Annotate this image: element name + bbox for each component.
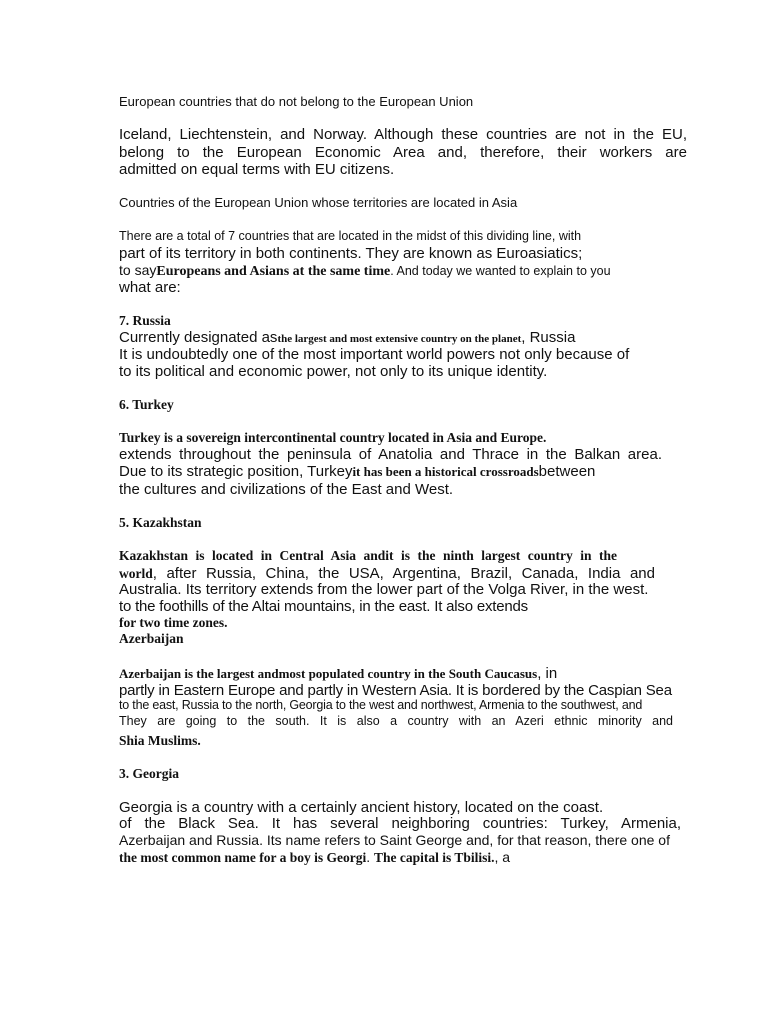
paragraph-line: There are a total of 7 countries that are located in the midst of this dividing line, with	[119, 229, 582, 243]
paragraph-line: Iceland, Liechtenstein, and Norway. Although these countries are not in the EU,	[119, 126, 687, 143]
heading-turkey: 6. Turkey	[119, 397, 174, 412]
text-run: .	[366, 849, 374, 865]
text-run: , Russia	[521, 329, 576, 346]
paragraph-line: admitted on equal terms with EU citizens.	[119, 161, 395, 178]
paragraph-line: Azerbaijan and Russia. Its name refers to Saint George and, for that reason, there one of	[119, 832, 670, 848]
paragraph-line: what are:	[119, 279, 181, 296]
paragraph-line	[119, 464, 595, 479]
text-run: . And today we wanted to explain to you	[390, 264, 611, 278]
text-run: to say	[119, 262, 157, 278]
emphasis-text: Azerbaijan is the largest andmost populated country in the South Caucasus	[119, 666, 538, 681]
paragraph-line: Kazakhstan is located in Central Asia andit is the ninth largest country in the	[119, 548, 617, 563]
section-title: European countries that do not belong to the European Union	[119, 94, 474, 109]
heading-azerbaijan: Azerbaijan	[119, 631, 184, 646]
paragraph-line: to the east, Russia to the north, Georgia to the west and northwest, Armenia to the southwest, and	[119, 698, 643, 712]
paragraph-line: for two time zones.	[119, 615, 228, 630]
paragraph-line: Shia Muslims.	[119, 733, 201, 748]
emphasis-text: the largest and most extensive country on the planet	[277, 333, 522, 345]
paragraph-line: belong to the European Economic Area and, therefore, their workers are	[119, 144, 687, 161]
heading-georgia: 3. Georgia	[119, 766, 179, 781]
text-run: Currently designated as	[119, 329, 278, 346]
paragraph-line	[119, 566, 655, 581]
paragraph-line: partly in Eastern Europe and partly in Western Asia. It is bordered by the Caspian Sea	[119, 682, 672, 699]
text-run: Due to its strategic position, Turkey	[119, 463, 353, 480]
paragraph-line: of the Black Sea. It has several neighboring countries: Turkey, Armenia,	[119, 815, 681, 832]
paragraph-line: It is undoubtedly one of the most important world powers not only because of	[119, 346, 630, 363]
paragraph-line: They are going to the south. It is also a country with an Azeri ethnic minority and	[119, 714, 673, 728]
paragraph-line	[119, 666, 557, 682]
emphasis-text: The capital is Tbilisi.	[374, 850, 495, 865]
text-run: , a	[494, 849, 511, 865]
heading-russia: 7. Russia	[119, 313, 171, 328]
paragraph-line	[119, 850, 510, 866]
paragraph-line: Georgia is a country with a certainly ancient history, located on the coast.	[119, 799, 604, 816]
paragraph-line	[119, 263, 611, 279]
paragraph-line	[119, 330, 575, 345]
section-subtitle: Countries of the European Union whose territories are located in Asia	[119, 195, 518, 210]
emphasis-text: world	[119, 566, 153, 581]
paragraph-line: Turkey is a sovereign intercontinental country located in Asia and Europe.	[119, 430, 547, 445]
heading-kazakhstan: 5. Kazakhstan	[119, 515, 202, 530]
paragraph-line: to its political and economic power, not only to its unique identity.	[119, 363, 548, 380]
text-run: between	[538, 463, 596, 480]
paragraph-line: to the foothills of the Altai mountains, in the east. It also extends	[119, 598, 528, 615]
emphasis-text: the most common name for a boy is Georgi	[119, 850, 367, 865]
emphasis-text: Europeans and Asians at the same time	[156, 264, 391, 279]
text-run: , in	[537, 665, 558, 682]
paragraph-line: part of its territory in both continents. They are known as Euroasiatics;	[119, 245, 583, 262]
text-run: , after Russia, China, the USA, Argentina, Brazil, Canada, India and	[152, 565, 655, 582]
paragraph-line: Australia. Its territory extends from the lower part of the Volga River, in the west.	[119, 581, 649, 598]
paragraph-line: the cultures and civilizations of the East and West.	[119, 481, 454, 498]
paragraph-line: extends throughout the peninsula of Anatolia and Thrace in the Balkan area.	[119, 446, 662, 463]
emphasis-text: it has been a historical crossroads	[352, 464, 539, 479]
